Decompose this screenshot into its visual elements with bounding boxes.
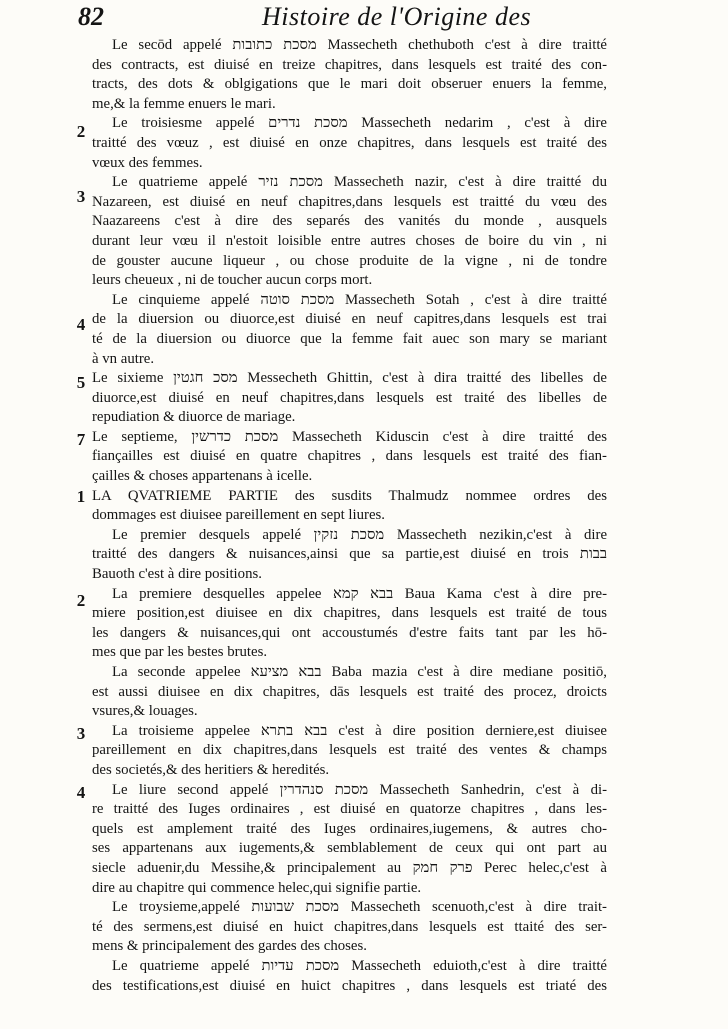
text-line: Le quatrieme appelé מסכת נזיר Massecheth nazir, c'est à dire traitté du bbox=[112, 174, 607, 191]
page-body bbox=[76, 36, 607, 996]
text-line: Nazareen, est diuisé en neuf chapitres,dans lesquels est traitté du vœu des bbox=[92, 193, 607, 210]
paragraph bbox=[76, 486, 607, 526]
paragraph bbox=[76, 173, 607, 291]
running-title: Histoire de l'Origine des bbox=[262, 2, 532, 31]
text-line: les dangers & nuisances,qui ont accoustumés d'estre faits tant par les hō- bbox=[92, 624, 607, 641]
text-line: traitté des vœuz , est diuisé en onze chapitres, dans lesquels est traité des bbox=[92, 134, 607, 151]
text-line: Le troisiesme appelé מסכת נדרים Massecheth nedarim , c'est à dire bbox=[112, 115, 607, 132]
paragraph bbox=[76, 585, 607, 663]
text-line: durant leur vœu il n'estoit loisible entre autres choses de boire du vin , ni bbox=[92, 232, 607, 249]
text-line: La troisieme appelee בבא בתרא c'est à dire position derniere,est diuisee bbox=[112, 722, 607, 739]
text-line: traitté des dangers & nuisances,ainsi que sa partie,est diuisé en trois בבות bbox=[92, 546, 607, 563]
text-line: LA QVATRIEME PARTIE des susdits Thalmudz nommee ordres des bbox=[92, 487, 607, 504]
text-line: fiançailles est diuisé en quatre chapitres , dans lesquels est traité des fian- bbox=[92, 448, 607, 465]
margin-number: 4 bbox=[76, 314, 86, 334]
margin-number: 1 bbox=[76, 486, 86, 506]
text-line: çailles & choses appartenans à icelle. bbox=[92, 468, 313, 485]
text-line: à vn autre. bbox=[92, 350, 155, 367]
page-header bbox=[0, 2, 728, 36]
text-line: té des sermens,est diuisé en huict chapitres,dans lesquels est ttaité des ser- bbox=[92, 918, 607, 935]
margin-number: 7 bbox=[76, 429, 86, 449]
text-line: té de la diuersion ou diuorce que la femme fait auec son mary se mariant bbox=[92, 330, 607, 347]
text-line: est aussi diuisee en dix chapitres, dās lesquels est traité des procez, droicts bbox=[92, 683, 607, 700]
text-line: des societés,& des heritiers & heredités. bbox=[92, 761, 330, 778]
text-line: La seconde appelee בבא מציעא Baba mazia c'est à dire mediane positiō, bbox=[112, 664, 607, 680]
text-line: diuorce,est diuisé en neuf chapitres,dans lesquels est traité des libelles de bbox=[92, 389, 607, 406]
text-line: Le septieme, מסכת כדרשין Massecheth Kiduscin c'est à dire traitté des bbox=[92, 428, 607, 445]
margin-number: 4 bbox=[76, 782, 86, 802]
margin-number: 3 bbox=[76, 187, 86, 207]
text-line: de gouster aucune liqueur , ou chose produite de la vigne , ni de tondre bbox=[92, 252, 607, 269]
text-line: ses appartenans aux iugements,& semblablement de ceux qui ont part au bbox=[92, 840, 607, 857]
paragraph bbox=[76, 781, 607, 899]
text-line: Naazareens c'est à dire des separés des vanités du monde , ausquels bbox=[92, 213, 607, 230]
text-line: dommages est diuisee pareillement en sept liures. bbox=[92, 507, 385, 524]
text-line: Le sixieme מסכ חגטין Messecheth Ghittin, c'est à dira traitté des libelles de bbox=[92, 370, 607, 387]
text-line: Le liure second appelé מסכת סנהדרין Massecheth Sanhedrin, c'est à di- bbox=[112, 781, 607, 798]
text-line: leurs cheueux , ni de toucher aucun corps mort. bbox=[92, 272, 373, 289]
text-line: me,& la femme enuers le mari. bbox=[92, 95, 276, 112]
text-line: Bauoth c'est à dire positions. bbox=[92, 566, 262, 583]
text-line: mes que par les bestes brutes. bbox=[92, 644, 268, 661]
text-line: miere position,est diuisee en dix chapitres, dans lesquels est traité de tous bbox=[92, 605, 607, 622]
text-line: vœux des femmes. bbox=[92, 154, 203, 171]
text-line: Le premier desquels appelé מסכת נזקין Massecheth nezikin,c'est à dire bbox=[112, 526, 607, 543]
text-line: re traitté des Iuges ordinaires , est diuisé en quatorze chapitres , dans les- bbox=[92, 801, 607, 818]
margin-number: 3 bbox=[76, 723, 86, 743]
text-line: des testifications,est diuisé en huict chapitres , dans lesquels est triaté des bbox=[92, 977, 607, 994]
text-line: dire au chapitre qui commence helec,qui signifie partie. bbox=[92, 879, 422, 896]
text-line: des contracts, est diuisé en treize chapitres, dans lesquels est traité des con- bbox=[92, 56, 607, 73]
text-line: repudiation & diuorce de mariage. bbox=[92, 409, 296, 426]
paragraph bbox=[76, 722, 607, 781]
margin-number: 2 bbox=[76, 122, 86, 142]
margin-number: 5 bbox=[76, 373, 86, 393]
text-line: de la diuersion ou diuorce,est diuisé en neuf capitres,dans lesquels est trai bbox=[92, 311, 607, 328]
paragraph bbox=[76, 291, 607, 369]
text-line: pareillement en dix chapitres,dans lesquels est traité des ventes & champs bbox=[92, 742, 607, 759]
text-line: vsures,& louages. bbox=[92, 703, 198, 720]
margin-number: 2 bbox=[76, 590, 86, 610]
text-line: mens & principalement des gardes des choses. bbox=[92, 938, 367, 955]
text-line: La premiere desquelles appelee בבא קמא Baua Kama c'est à dire pre- bbox=[112, 585, 607, 602]
paragraph bbox=[76, 428, 607, 487]
text-line: Le secōd appelé מסכת כתובות Massecheth chethuboth c'est à dire traitté bbox=[112, 37, 607, 53]
paragraph bbox=[76, 114, 607, 173]
text-line: siecle aduenir,du Messihe,& principalement au פרק חמק Perec helec,c'est à bbox=[92, 859, 607, 876]
text-line: Le cinquieme appelé מסכת סוטה Massecheth Sotah , c'est à dire traitté bbox=[112, 291, 607, 308]
paragraph bbox=[76, 369, 607, 428]
text-line: Le quatrieme appelé מסכת עדיות Massecheth eduioth,c'est à dire traitté bbox=[112, 957, 607, 974]
text-line: quels est amplement traité des Iuges ordinaires,iugemens, & autres cho- bbox=[92, 820, 607, 837]
text-line: Le troysieme,appelé מסכת שבועות Massecheth scenuoth,c'est à dire trait- bbox=[112, 899, 607, 916]
page-number: 82 bbox=[78, 2, 104, 31]
text-line: tracts, des dots & oblgigations que le mari doit obseruer enuers la femme, bbox=[92, 76, 607, 93]
